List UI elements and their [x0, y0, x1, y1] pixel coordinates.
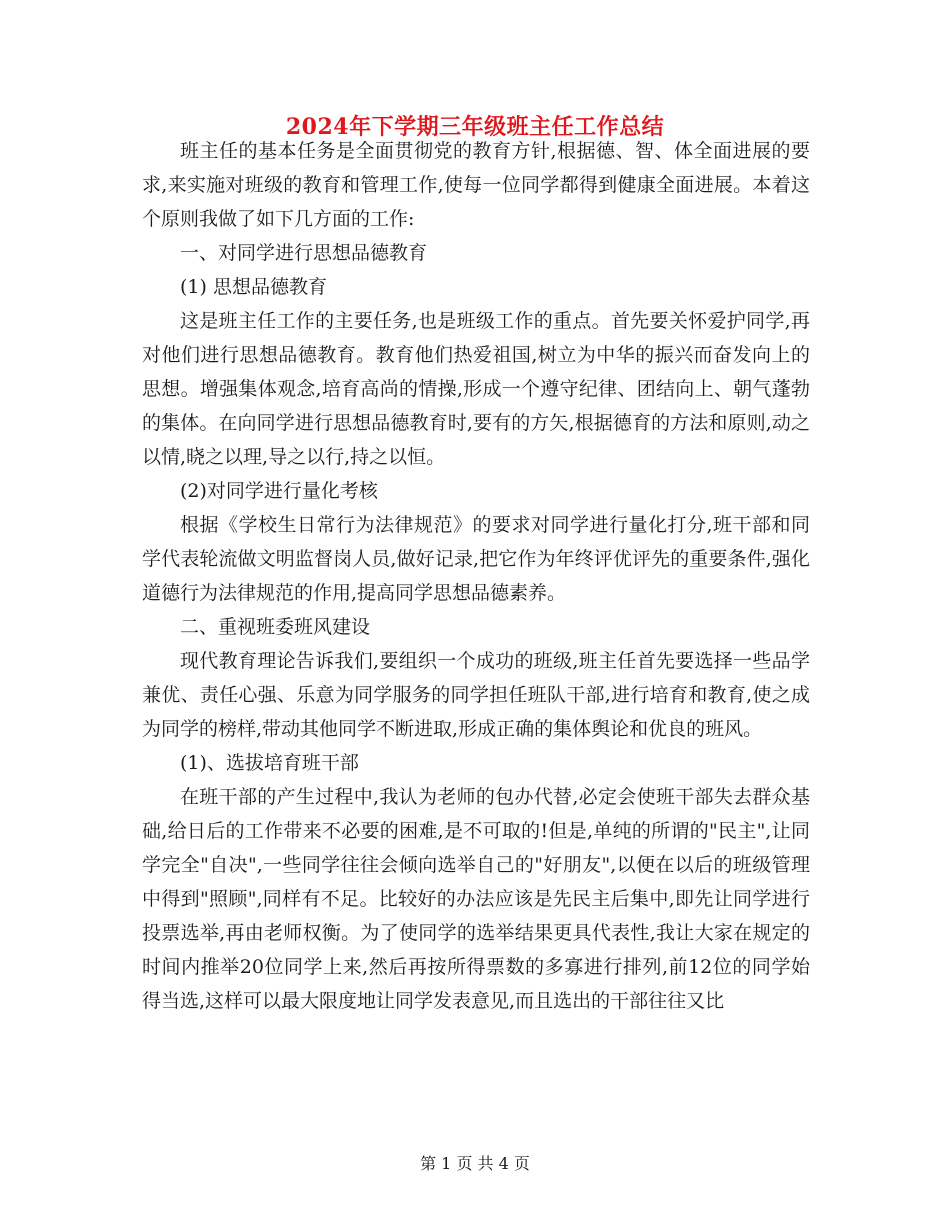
paragraph-2-1: 在班干部的产生过程中,我认为老师的包办代替,必定会使班干部失去群众基础,给日后的工作带来不必要的困难,是不可取的!但是,单纯的所谓的"民主",让同学完全"自决",一些同学往往会倾向选举自己的"好朋友",以便在以后的班级管理中得到"照顾",同样有不足。比较好的办法应该是先民主后集中,即先让同学进行投票选举,再由老师权衡。为了使同学的选举结果更具代表性,我让大家在规定的时间内推举20位同学上来,然后再按所得票数的多寡进行排列,前12位的同学始得当选,这样可以最大限度地让同学发表意见,而且选出的干部往往又比	[142, 786, 810, 1012]
page-footer: 第 1 页 共 4 页	[420, 1154, 530, 1173]
subheading-2-1: (1)、选拔培育班干部	[180, 752, 359, 774]
paragraph-1-2: 根据《学校生日常行为法律规范》的要求对同学进行量化打分,班干部和同学代表轮流做文明监督岗人员,做好记录,把它作为年终评优评先的重要条件,强化道德行为法律规范的作用,提高同学思想品德素养。	[142, 514, 810, 604]
paragraph-1-1: 这是班主任工作的主要任务,也是班级工作的重点。首先要关怀爱护同学,再对他们进行思想品德教育。教育他们热爱祖国,树立为中华的振兴而奋发向上的思想。增强集体观念,培育高尚的情操,形成一个遵守纪律、团结向上、朝气蓬勃的集体。在向同学进行思想品德教育时,要有的方矢,根据德育的方法和原则,动之以情,晓之以理,导之以行,持之以恒。	[142, 310, 810, 468]
paragraph-intro: 班主任的基本任务是全面贯彻党的教育方针,根据德、智、体全面进展的要求,来实施对班级的教育和管理工作,使每一位同学都得到健康全面进展。本着这个原则我做了如下几方面的工作:	[142, 140, 810, 230]
subheading-1-2: (2)对同学进行量化考核	[180, 480, 378, 502]
section-heading-1: 一、对同学进行思想品德教育	[180, 242, 428, 264]
document-body	[142, 134, 810, 1018]
section-heading-2: 二、重视班委班风建设	[180, 616, 371, 638]
subheading-1-1: (1) 思想品德教育	[180, 276, 327, 298]
document-title: 2024年下学期三年级班主任工作总结	[285, 114, 665, 140]
paragraph-2: 现代教育理论告诉我们,要组织一个成功的班级,班主任首先要选择一些品学兼优、责任心强、乐意为同学服务的同学担任班队干部,进行培育和教育,使之成为同学的榜样,带动其他同学不断进取,形成正确的集体舆论和优良的班风。	[142, 650, 810, 740]
